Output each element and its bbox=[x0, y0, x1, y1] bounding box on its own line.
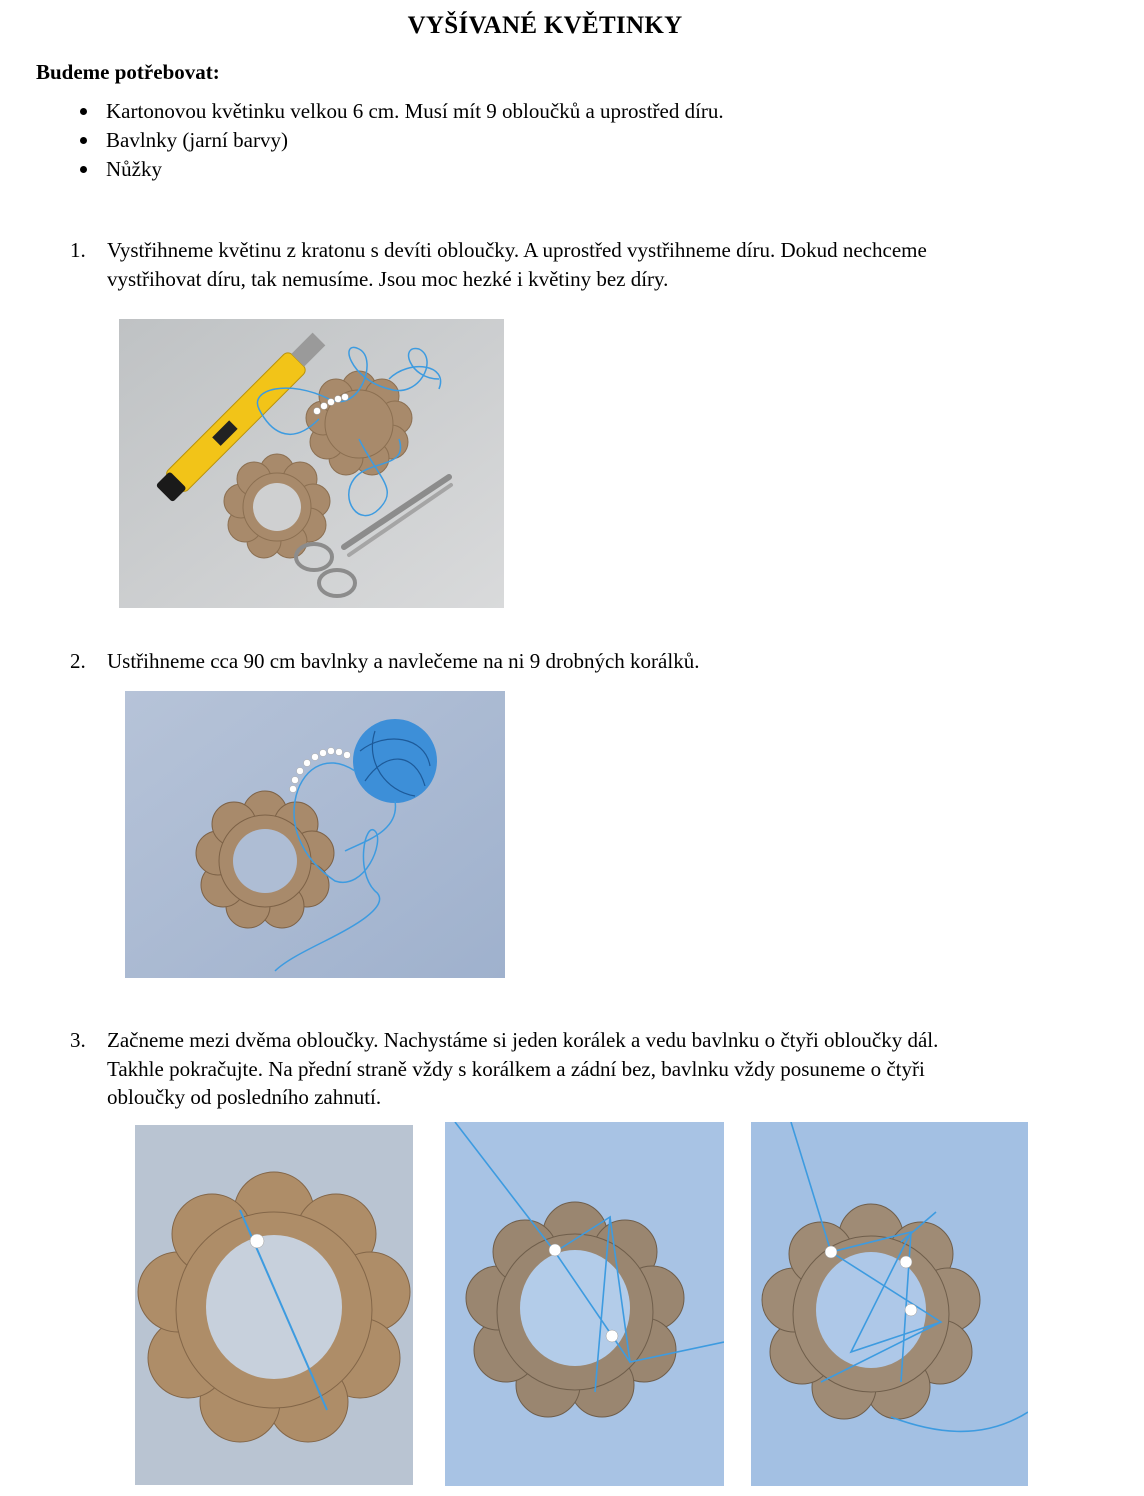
bullet-icon bbox=[80, 108, 87, 115]
materials-heading: Budeme potřebovat: bbox=[36, 60, 220, 84]
step-text: Vystřihneme květinu z kratonu s devíti obloučky. A uprostřed vystřihneme díru. Dokud nechceme vystřihovat díru, tak nemusíme. Jsou moc hezké i květiny bez díry. bbox=[107, 238, 927, 291]
photo-stitch-3 bbox=[751, 1122, 1028, 1486]
photo-stitch-1 bbox=[135, 1125, 413, 1485]
step-text: Ustřihneme cca 90 cm bavlnky a navlečeme na ni 9 drobných korálků. bbox=[107, 649, 700, 673]
materials-list bbox=[0, 97, 724, 184]
step-text: Začneme mezi dvěma obloučky. Nachystáme si jeden korálek a vedu bavlnku o čtyři obloučky dál. Takhle pokračujte. Na přední straně vždy s korálkem a zádní bez, bavlnku vždy posuneme o čtyři obloučky od posledního zahnutí. bbox=[107, 1028, 939, 1109]
list-item: Kartonovou květinku velkou 6 cm. Musí mít 9 obloučků a uprostřed díru. bbox=[0, 97, 724, 126]
bullet-icon bbox=[80, 137, 87, 144]
step-number: 2. bbox=[70, 649, 86, 673]
bullet-icon bbox=[80, 166, 87, 173]
list-item: Nůžky bbox=[0, 155, 724, 184]
page-title: VYŠÍVANÉ KVĚTINKY bbox=[407, 12, 683, 39]
list-item: Bavlnky (jarní barvy) bbox=[0, 126, 724, 155]
photo-stitch-2 bbox=[445, 1122, 724, 1486]
photo-tools bbox=[119, 319, 504, 608]
step-number: 3. bbox=[70, 1028, 86, 1052]
step-number: 1. bbox=[70, 238, 86, 262]
photo-beads-thread bbox=[125, 691, 505, 978]
